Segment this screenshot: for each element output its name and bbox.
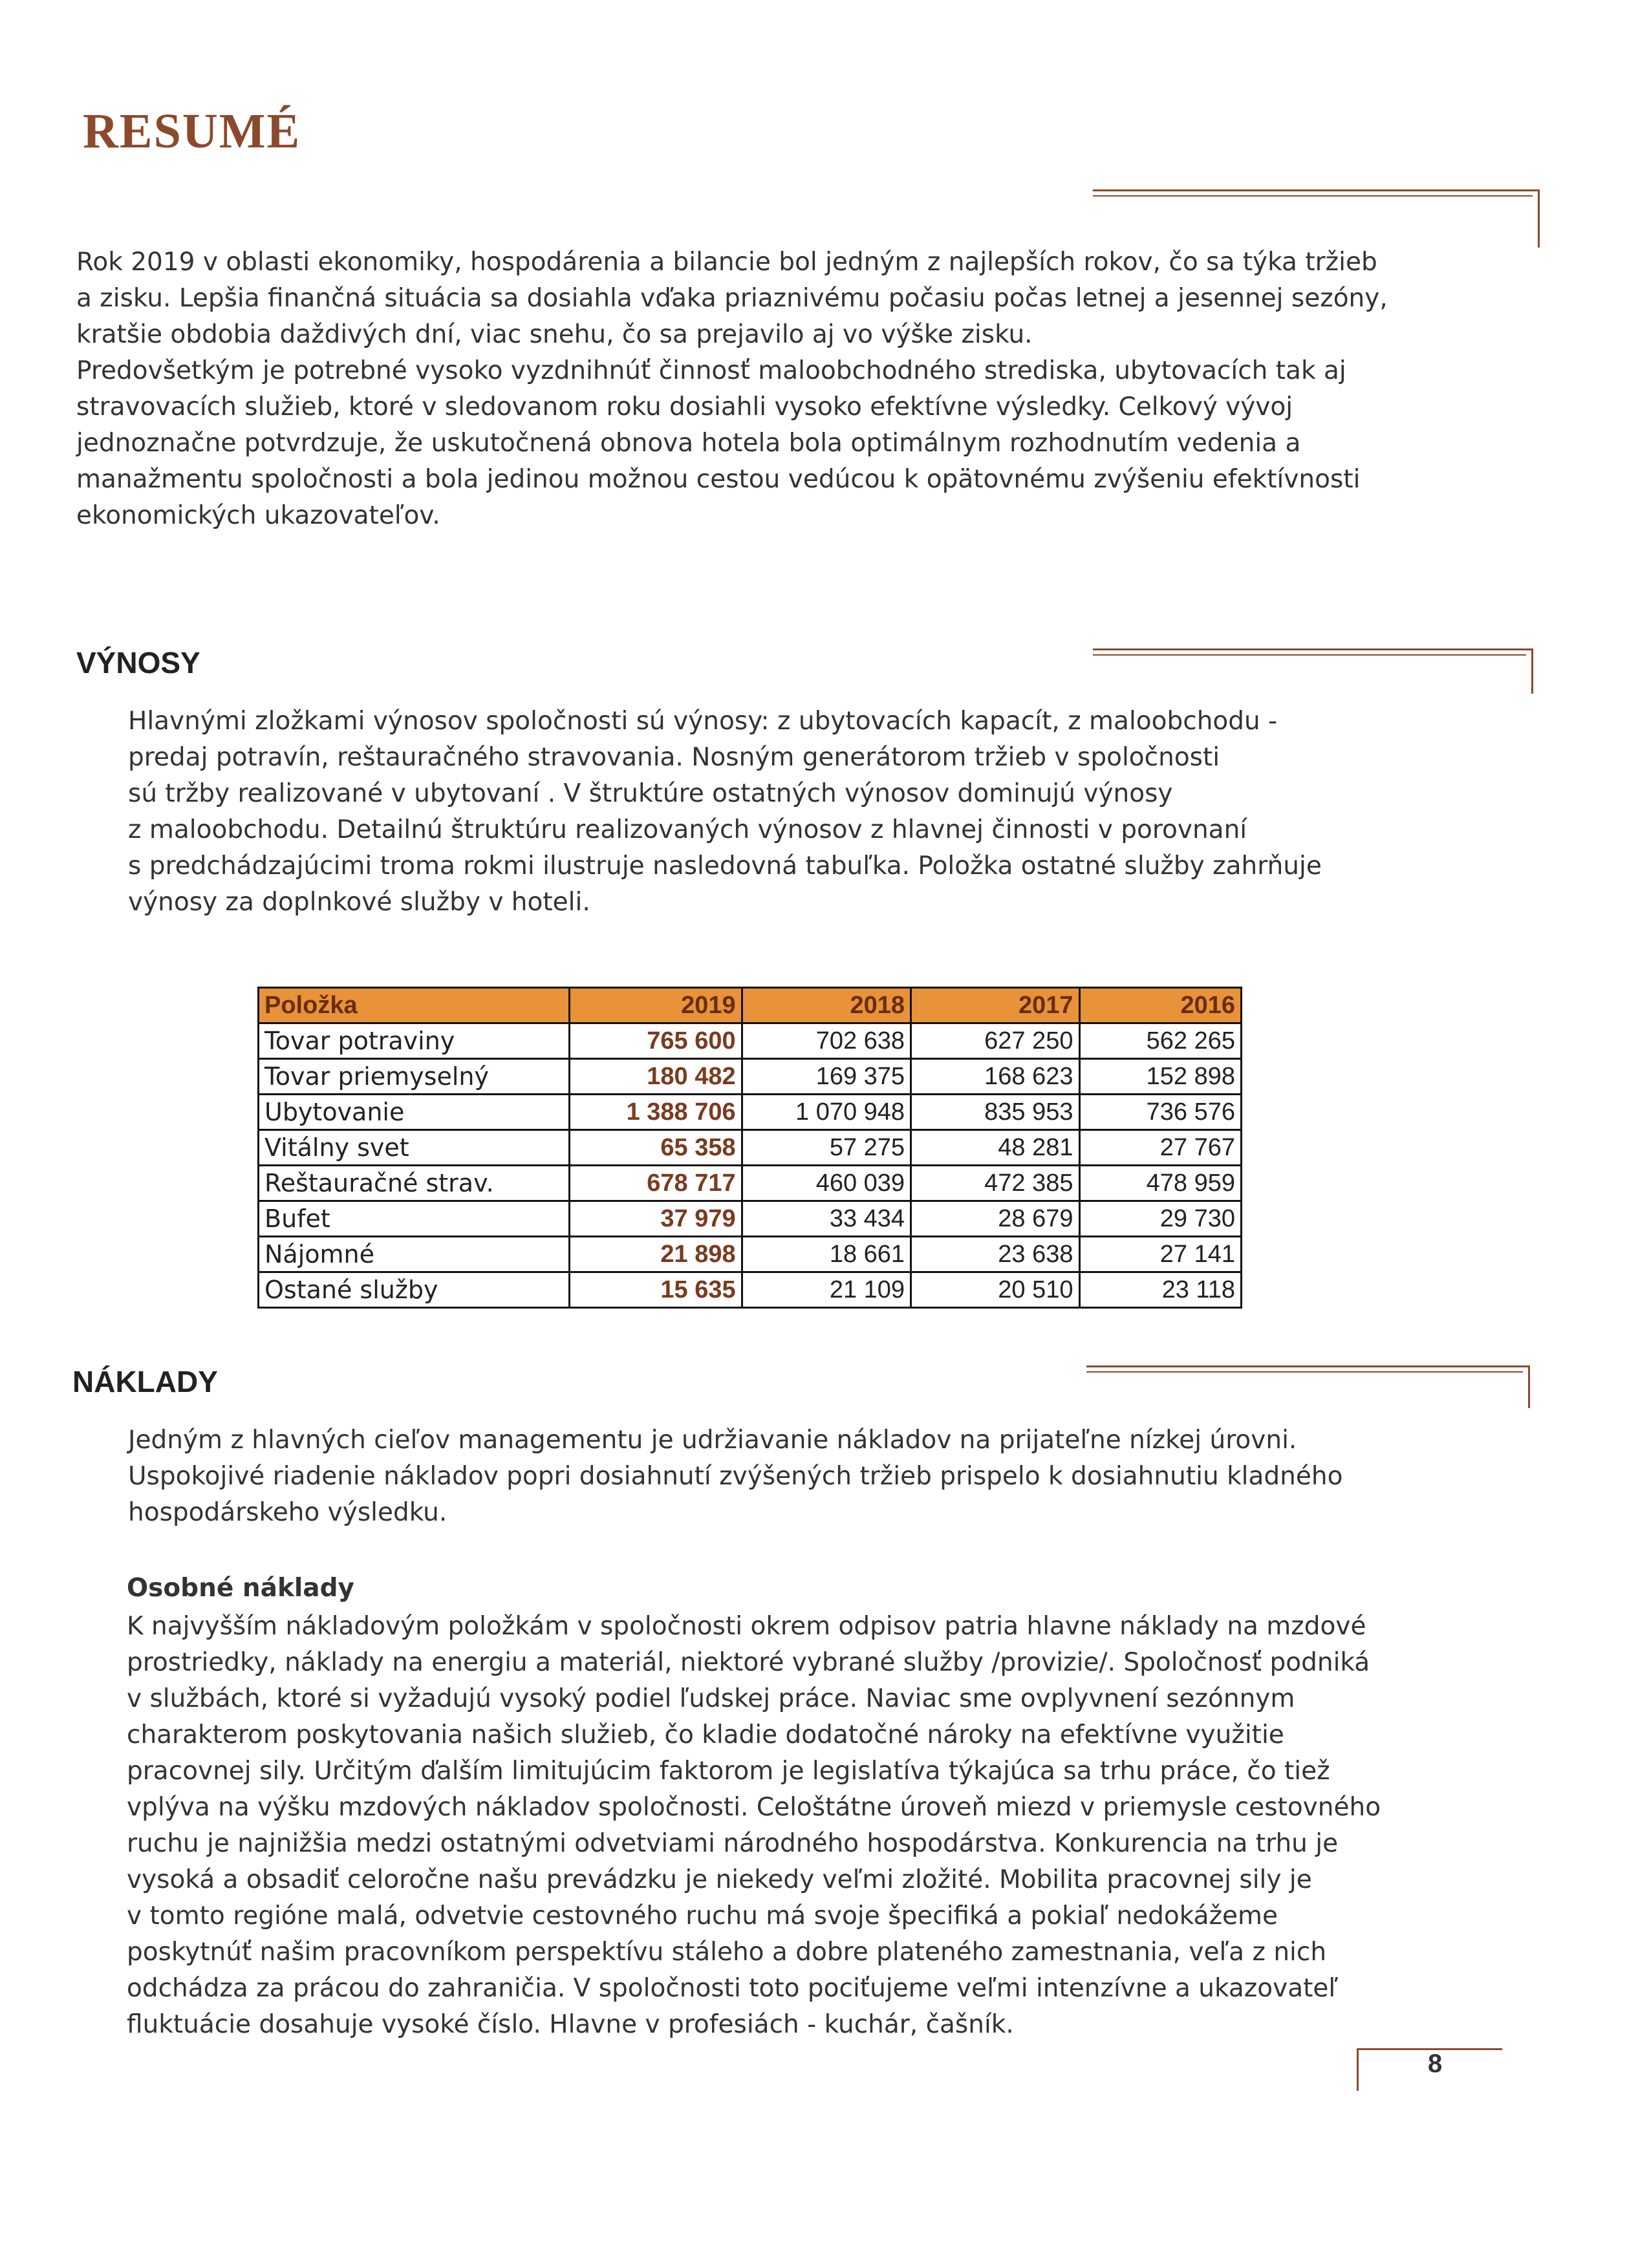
table-cell: 702 638 — [742, 1023, 911, 1059]
page-number-rule — [1357, 2048, 1359, 2091]
osobne-line: K najvyšším nákladovým položkám v spoločnosti okrem odpisov patria hlavne náklady na mzdové — [127, 1612, 1366, 1641]
table-cell: 460 039 — [742, 1166, 911, 1201]
section-heading-naklady: NÁKLADY — [72, 1365, 218, 1398]
table-cell: 21 109 — [742, 1272, 911, 1308]
revenue-table — [257, 987, 1242, 1309]
table-row — [259, 1059, 1242, 1095]
osobne-line: odchádza za prácou do zahraničia. V spoločnosti toto pociťujeme veľmi intenzívne a ukazovateľ — [127, 1974, 1339, 2003]
table-row — [259, 1023, 1242, 1059]
vynosy-line: sú tržby realizované v ubytovaní . V štruktúre ostatných výnosov dominujú výnosy — [128, 779, 1173, 808]
vynosy-line: z maloobchodu. Detailnú štruktúru realizovaných výnosov z hlavnej činnosti v porovnaní — [128, 815, 1247, 844]
osobne-line: v službách, ktoré si vyžadujú vysoký podiel ľudskej práce. Naviac sme ovplyvnení sezónnym — [127, 1684, 1295, 1713]
column-header: Položka — [259, 988, 570, 1023]
osobne-line: v tomto regióne malá, odvetvie cestovného ruchu má svoje špecifiká a pokiaľ nedokážeme — [127, 1901, 1278, 1931]
vynosy-line: s predchádzajúcimi troma rokmi ilustruje nasledovná tabuľka. Položka ostatné služby zahrňuje — [128, 851, 1322, 881]
vynosy-line: predaj potravín, reštauračného stravovania. Nosným generátorom tržieb v spoločnosti — [128, 743, 1220, 772]
table-cell: 23 638 — [911, 1237, 1079, 1272]
table-cell: 37 979 — [570, 1201, 742, 1237]
table-row — [259, 1272, 1242, 1308]
intro-line: manažmentu spoločnosti a bola jedinou možnou cestou vedúcou k opätovnému zvýšeniu efektívnosti — [76, 465, 1361, 494]
table-row — [259, 1166, 1242, 1201]
osobne-line: pracovnej sily. Určitým ďalším limitujúcim faktorom je legislatíva týkajúca sa trhu práce, čo tiež — [127, 1757, 1330, 1786]
table-cell: 169 375 — [742, 1059, 911, 1095]
column-header: 2019 — [570, 988, 742, 1023]
table-cell: 23 118 — [1079, 1272, 1242, 1308]
decorative-rule — [1093, 195, 1533, 197]
column-header: 2017 — [911, 988, 1079, 1023]
intro-line: jednoznačne potvrdzuje, že uskutočnená obnova hotela bola optimálnym rozhodnutím vedenia a — [76, 429, 1301, 458]
osobne-line: poskytnúť našim pracovníkom perspektívu stáleho a dobre plateného zamestnania, veľa z nich — [127, 1938, 1327, 1967]
table-cell: 678 717 — [570, 1166, 742, 1201]
decorative-rule — [1086, 1365, 1529, 1367]
table-cell: 27 141 — [1079, 1237, 1242, 1272]
table-cell: Tovar potraviny — [259, 1023, 570, 1059]
table-cell: 627 250 — [911, 1023, 1079, 1059]
column-header: 2018 — [742, 988, 911, 1023]
table-cell: 152 898 — [1079, 1059, 1242, 1095]
table-cell: Tovar priemyselný — [259, 1059, 570, 1095]
table-cell: 18 661 — [742, 1237, 911, 1272]
table-cell: 27 767 — [1079, 1130, 1242, 1166]
table-row — [259, 1201, 1242, 1237]
table-cell: 1 070 948 — [742, 1095, 911, 1130]
osobne-line: ruchu je najnižšia medzi ostatnými odvetviami národného hospodárstva. Konkurencia na trhu je — [127, 1829, 1339, 1858]
section-heading-vynosy: VÝNOSY — [76, 646, 200, 679]
decorative-rule — [1093, 189, 1539, 191]
column-header: 2016 — [1079, 988, 1242, 1023]
table-cell: 835 953 — [911, 1095, 1079, 1130]
table-cell: 28 679 — [911, 1201, 1079, 1237]
osobne-line: charakterom poskytovania našich služieb, čo kladie dodatočné nároky na efektívne využitie — [127, 1720, 1284, 1749]
naklady-line: Jedným z hlavných cieľov managementu je udržiavanie nákladov na prijateľne nízkej úrovni. — [128, 1426, 1297, 1455]
table-cell: 736 576 — [1079, 1095, 1242, 1130]
subsection-heading-osobne-naklady: Osobné náklady — [127, 1574, 354, 1603]
page-title: RESUMÉ — [83, 104, 301, 158]
osobne-line: vplýva na výšku mzdových nákladov spoločnosti. Celoštátne úroveň miezd v priemysle cestovného — [127, 1793, 1381, 1822]
table-cell: Bufet — [259, 1201, 570, 1237]
decorative-rule — [1531, 648, 1533, 694]
table-cell: Nájomné — [259, 1237, 570, 1272]
vynosy-line: výnosy za doplnkové služby v hoteli. — [128, 888, 590, 917]
intro-line: ekonomických ukazovateľov. — [76, 501, 440, 530]
naklady-paragraph — [128, 1422, 1518, 1531]
table-cell: 562 265 — [1079, 1023, 1242, 1059]
table-row — [259, 1130, 1242, 1166]
table-cell: Vitálny svet — [259, 1130, 570, 1166]
intro-paragraph — [76, 244, 1531, 534]
table-row — [259, 1095, 1242, 1130]
table-cell: 29 730 — [1079, 1201, 1242, 1237]
decorative-rule — [1528, 1365, 1530, 1408]
table-cell: 20 510 — [911, 1272, 1079, 1308]
decorative-rule — [1093, 648, 1533, 650]
naklady-line: Uspokojivé riadenie nákladov popri dosiahnutí zvýšených tržieb prispelo k dosiahnutiu kladného — [128, 1462, 1343, 1491]
decorative-rule — [1538, 189, 1540, 248]
table-cell: Ubytovanie — [259, 1095, 570, 1130]
intro-line: a zisku. Lepšia finančná situácia sa dosiahla vďaka priaznivému počasiu počas letnej a jesennej sezóny, — [76, 284, 1388, 313]
osobne-line: fluktuácie dosahuje vysoké číslo. Hlavne v profesiách - kuchár, čašník. — [127, 2010, 1014, 2039]
page-number: 8 — [1428, 2049, 1443, 2078]
naklady-line: hospodárskeho výsledku. — [128, 1498, 447, 1527]
vynosy-paragraph — [128, 703, 1518, 921]
osobne-line: vysoká a obsadiť celoročne našu prevádzku je niekedy veľmi zložité. Mobilita pracovnej sily je — [127, 1865, 1312, 1894]
table-cell: 765 600 — [570, 1023, 742, 1059]
table-cell: 478 959 — [1079, 1166, 1242, 1201]
table-cell: Ostané služby — [259, 1272, 570, 1308]
table-cell: 1 388 706 — [570, 1095, 742, 1130]
osobne-line: prostriedky, náklady na energiu a materiál, niektoré vybrané služby /provizie/. Spoločnosť podniká — [127, 1648, 1370, 1677]
osobne-naklady-paragraph — [127, 1609, 1524, 2043]
intro-line: stravovacích služieb, ktoré v sledovanom roku dosiahli vysoko efektívne výsledky. Celkový vývoj — [76, 392, 1293, 422]
intro-line: Predovšetkým je potrebné vysoko vyzdnihnúť činnosť maloobchodného strediska, ubytovacích tak aj — [76, 356, 1346, 385]
intro-line: kratšie obdobia daždivých dní, viac snehu, čo sa prejavilo aj vo výške zisku. — [76, 320, 1033, 349]
table-row — [259, 1237, 1242, 1272]
table-cell: 57 275 — [742, 1130, 911, 1166]
table-cell: 472 385 — [911, 1166, 1079, 1201]
table-cell: 180 482 — [570, 1059, 742, 1095]
decorative-rule — [1093, 654, 1526, 656]
table-cell: 21 898 — [570, 1237, 742, 1272]
vynosy-line: Hlavnými zložkami výnosov spoločnosti sú výnosy: z ubytovacích kapacít, z maloobchodu - — [128, 707, 1278, 736]
table-cell: 33 434 — [742, 1201, 911, 1237]
table-cell: 168 623 — [911, 1059, 1079, 1095]
table-cell: Reštauračné strav. — [259, 1166, 570, 1201]
intro-line: Rok 2019 v oblasti ekonomiky, hospodárenia a bilancie bol jedným z najlepších rokov, čo sa týka tržieb — [76, 248, 1377, 277]
table-cell: 65 358 — [570, 1130, 742, 1166]
table-header-row — [259, 988, 1242, 1023]
table-cell: 48 281 — [911, 1130, 1079, 1166]
decorative-rule — [1086, 1371, 1523, 1373]
table-cell: 15 635 — [570, 1272, 742, 1308]
